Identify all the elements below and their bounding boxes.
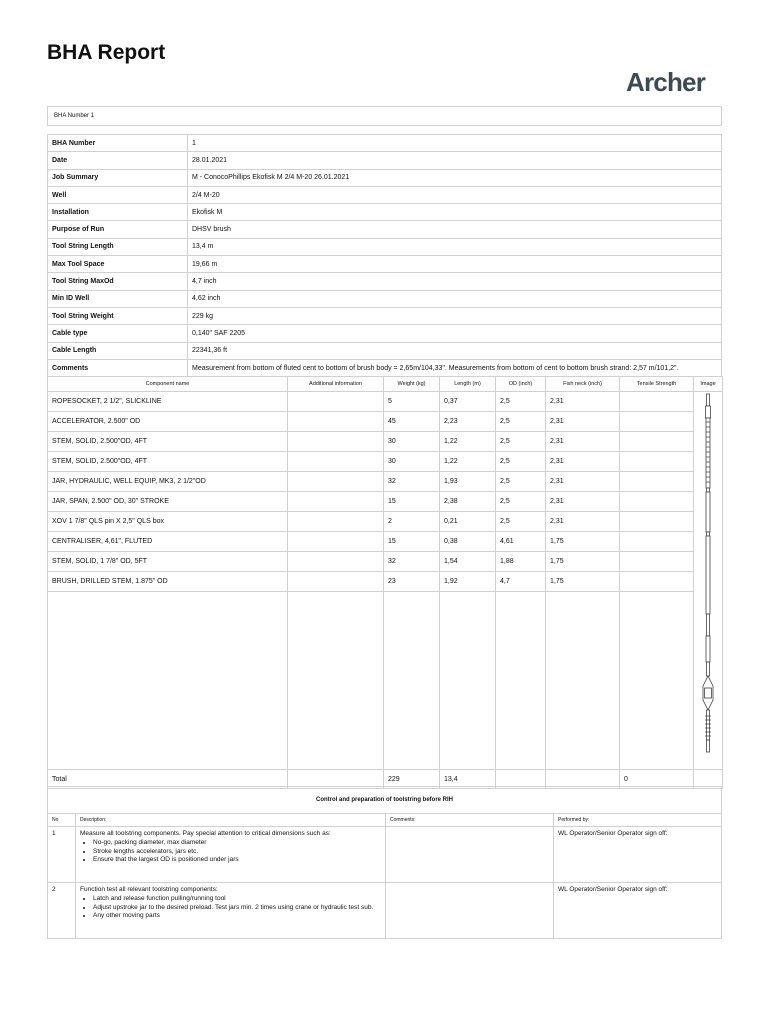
component-name: STEM, SOLID, 2.500"OD, 4FT <box>48 452 288 472</box>
component-weight: 15 <box>384 532 440 552</box>
component-row <box>48 392 723 412</box>
info-label: Well <box>48 186 188 203</box>
component-info <box>288 532 384 552</box>
component-name: ROPESOCKET, 2 1/2", SLICKLINE <box>48 392 288 412</box>
info-row <box>48 342 722 359</box>
control-caption: Control and preparation of toolstring before RIH <box>48 787 722 814</box>
component-weight: 5 <box>384 392 440 412</box>
step-bullet: • No-go, packing diameter, max diameter <box>93 839 381 847</box>
component-fishneck: 1,75 <box>546 552 620 572</box>
component-column-header: OD (inch) <box>496 377 546 392</box>
info-label: Tool String MaxOd <box>48 273 188 290</box>
component-od: 2,5 <box>496 512 546 532</box>
component-name: CENTRALISER, 4,61", FLUTED <box>48 532 288 552</box>
component-tensile <box>620 432 694 452</box>
step-text: Measure all toolstring components. Pay special attention to critical dimensions such as: <box>80 830 331 837</box>
component-info <box>288 572 384 592</box>
control-step-row <box>48 883 722 939</box>
bha-header-table <box>47 106 722 126</box>
info-label: Comments <box>48 359 188 376</box>
component-tensile <box>620 532 694 552</box>
component-info <box>288 452 384 472</box>
component-row <box>48 532 723 552</box>
total-label: Total <box>48 770 288 789</box>
info-label: Date <box>48 152 188 169</box>
component-weight: 32 <box>384 472 440 492</box>
component-column-header: Weight (kg) <box>384 377 440 392</box>
component-tensile <box>620 512 694 532</box>
step-bullet: • Adjust upstroke jar to the desired preload. Test jars min. 2 times using crane or hydraulic test sub. <box>93 904 381 912</box>
step-bullet-list <box>80 839 381 864</box>
info-label: Purpose of Run <box>48 221 188 238</box>
step-number: 2 <box>48 883 76 939</box>
toolstring-drawing-icon <box>694 392 722 767</box>
component-column-header: Length (m) <box>440 377 496 392</box>
step-description <box>76 827 386 883</box>
component-length: 1,22 <box>440 452 496 472</box>
info-label: Max Tool Space <box>48 256 188 273</box>
step-number: 1 <box>48 827 76 883</box>
step-bullet: • Ensure that the largest OD is positioned under jars <box>93 856 381 864</box>
component-fishneck: 2,31 <box>546 432 620 452</box>
control-table <box>47 786 722 939</box>
info-label: Installation <box>48 204 188 221</box>
info-row <box>48 169 722 186</box>
component-info <box>288 492 384 512</box>
component-fishneck: 2,31 <box>546 452 620 472</box>
component-fishneck: 2,31 <box>546 512 620 532</box>
spacer-cell <box>288 592 384 770</box>
component-row <box>48 492 723 512</box>
component-name: XOV 1 7/8" QLS pin X 2,5" QLS box <box>48 512 288 532</box>
total-length: 13,4 <box>440 770 496 789</box>
info-value: 22341,36 ft <box>188 342 722 359</box>
step-performed-by: WL Operator/Senior Operator sign off: <box>554 827 722 883</box>
component-fishneck: 2,31 <box>546 392 620 412</box>
component-od: 4,61 <box>496 532 546 552</box>
info-row <box>48 238 722 255</box>
spacer-cell <box>384 592 440 770</box>
info-row <box>48 273 722 290</box>
component-tensile <box>620 492 694 512</box>
component-length: 1,22 <box>440 432 496 452</box>
component-info <box>288 412 384 432</box>
step-description <box>76 883 386 939</box>
component-length: 0,38 <box>440 532 496 552</box>
component-od: 2,5 <box>496 492 546 512</box>
spacer-cell <box>620 592 694 770</box>
component-column-header: Additional information <box>288 377 384 392</box>
component-fishneck: 1,75 <box>546 532 620 552</box>
step-text: Function test all relevant toolstring components: <box>80 886 218 893</box>
component-row <box>48 552 723 572</box>
component-column-header: Fish neck (inch) <box>546 377 620 392</box>
component-weight: 2 <box>384 512 440 532</box>
info-row <box>48 204 722 221</box>
component-od: 4,7 <box>496 572 546 592</box>
info-value: M - ConocoPhillips Ekofisk M 2/4 M-20 26.01.2021 <box>188 169 722 186</box>
col-comments-header: Comments: <box>386 814 554 827</box>
info-value: 4,62 inch <box>188 290 722 307</box>
component-fishneck: 2,31 <box>546 472 620 492</box>
component-row <box>48 412 723 432</box>
step-bullet: • Stroke lengths accelerators, jars etc. <box>93 848 381 856</box>
component-weight: 30 <box>384 452 440 472</box>
component-length: 1,54 <box>440 552 496 572</box>
info-row <box>48 152 722 169</box>
info-label: Cable Length <box>48 342 188 359</box>
archer-logo: Archer <box>626 67 706 97</box>
component-weight: 45 <box>384 412 440 432</box>
step-performed-by: WL Operator/Senior Operator sign off: <box>554 883 722 939</box>
info-value: 229 kg <box>188 307 722 324</box>
component-weight: 23 <box>384 572 440 592</box>
component-tensile <box>620 572 694 592</box>
info-value: 4,7 inch <box>188 273 722 290</box>
total-tensile: 0 <box>620 770 694 789</box>
component-info <box>288 512 384 532</box>
info-row <box>48 221 722 238</box>
component-info <box>288 472 384 492</box>
total-weight: 229 <box>384 770 440 789</box>
component-row <box>48 572 723 592</box>
component-row <box>48 432 723 452</box>
col-description-header: Description: <box>76 814 386 827</box>
step-comments <box>386 883 554 939</box>
component-length: 1,92 <box>440 572 496 592</box>
component-tensile <box>620 392 694 412</box>
report-title: BHA Report <box>47 41 166 64</box>
component-od: 2,5 <box>496 452 546 472</box>
component-od: 2,5 <box>496 412 546 432</box>
info-row <box>48 135 722 152</box>
info-value: DHSV brush <box>188 221 722 238</box>
info-value: 1 <box>188 135 722 152</box>
component-info <box>288 432 384 452</box>
component-row <box>48 452 723 472</box>
component-info <box>288 392 384 412</box>
info-value: 0,140" SAF 2205 <box>188 325 722 342</box>
component-od: 1,88 <box>496 552 546 572</box>
component-tensile <box>620 452 694 472</box>
step-bullet-list <box>80 895 381 920</box>
component-name: ACCELERATOR, 2.500" OD <box>48 412 288 432</box>
component-length: 0,21 <box>440 512 496 532</box>
component-column-header: Component name <box>48 377 288 392</box>
component-tensile <box>620 412 694 432</box>
info-value: Ekofisk M <box>188 204 722 221</box>
spacer-cell <box>440 592 496 770</box>
info-row <box>48 359 722 376</box>
component-spacer-row <box>48 592 723 770</box>
component-fishneck: 2,31 <box>546 492 620 512</box>
col-performed-header: Performed by: <box>554 814 722 827</box>
control-step-row <box>48 827 722 883</box>
info-label: Min ID Well <box>48 290 188 307</box>
info-row <box>48 325 722 342</box>
component-fishneck: 1,75 <box>546 572 620 592</box>
component-weight: 30 <box>384 432 440 452</box>
spacer-cell <box>546 592 620 770</box>
component-name: BRUSH, DRILLED STEM, 1.875" OD <box>48 572 288 592</box>
step-bullet: • Latch and release function pulling/running tool <box>93 895 381 903</box>
info-label: Cable type <box>48 325 188 342</box>
component-column-header: Image <box>694 377 723 392</box>
info-row <box>48 307 722 324</box>
component-weight: 32 <box>384 552 440 572</box>
info-row <box>48 186 722 203</box>
spacer-cell <box>48 592 288 770</box>
info-value: Measurement from bottom of fluted cent to bottom of brush body = 2,65m/104,33". Measurements from bottom of cent to bottom brush strand: 2,57 m/101,2". <box>188 359 722 376</box>
component-length: 2,23 <box>440 412 496 432</box>
component-tensile <box>620 472 694 492</box>
component-info <box>288 552 384 572</box>
info-label: Tool String Weight <box>48 307 188 324</box>
component-length: 0,37 <box>440 392 496 412</box>
info-label: Job Summary <box>48 169 188 186</box>
component-od: 2,5 <box>496 432 546 452</box>
info-value: 28.01.2021 <box>188 152 722 169</box>
bha-info-table <box>47 134 722 377</box>
component-od: 2,5 <box>496 392 546 412</box>
step-bullet: • Any other moving parts <box>93 912 381 920</box>
component-fishneck: 2,31 <box>546 412 620 432</box>
info-value: 13,4 m <box>188 238 722 255</box>
spacer-cell <box>496 592 546 770</box>
info-value: 2/4 M-20 <box>188 186 722 203</box>
component-row <box>48 512 723 532</box>
component-row <box>48 472 723 492</box>
component-weight: 15 <box>384 492 440 512</box>
component-name: STEM, SOLID, 2.500"OD, 4FT <box>48 432 288 452</box>
component-column-header: Tensile Strength <box>620 377 694 392</box>
info-label: BHA Number <box>48 135 188 152</box>
info-row <box>48 256 722 273</box>
info-label: Tool String Length <box>48 238 188 255</box>
component-length: 1,93 <box>440 472 496 492</box>
bha-header-label: BHA Number 1 <box>48 107 722 126</box>
component-name: STEM, SOLID, 1 7/8" OD, 5FT <box>48 552 288 572</box>
component-tensile <box>620 552 694 572</box>
toolstring-image <box>694 392 723 770</box>
col-no-header: No <box>48 814 76 827</box>
info-row <box>48 290 722 307</box>
component-length: 2,38 <box>440 492 496 512</box>
components-table <box>47 376 723 789</box>
component-name: JAR, SPAN, 2.500" OD, 30" STROKE <box>48 492 288 512</box>
component-name: JAR, HYDRAULIC, WELL EQUIP, MK3, 2 1/2"OD <box>48 472 288 492</box>
info-value: 19,66 m <box>188 256 722 273</box>
step-comments <box>386 827 554 883</box>
component-od: 2,5 <box>496 472 546 492</box>
